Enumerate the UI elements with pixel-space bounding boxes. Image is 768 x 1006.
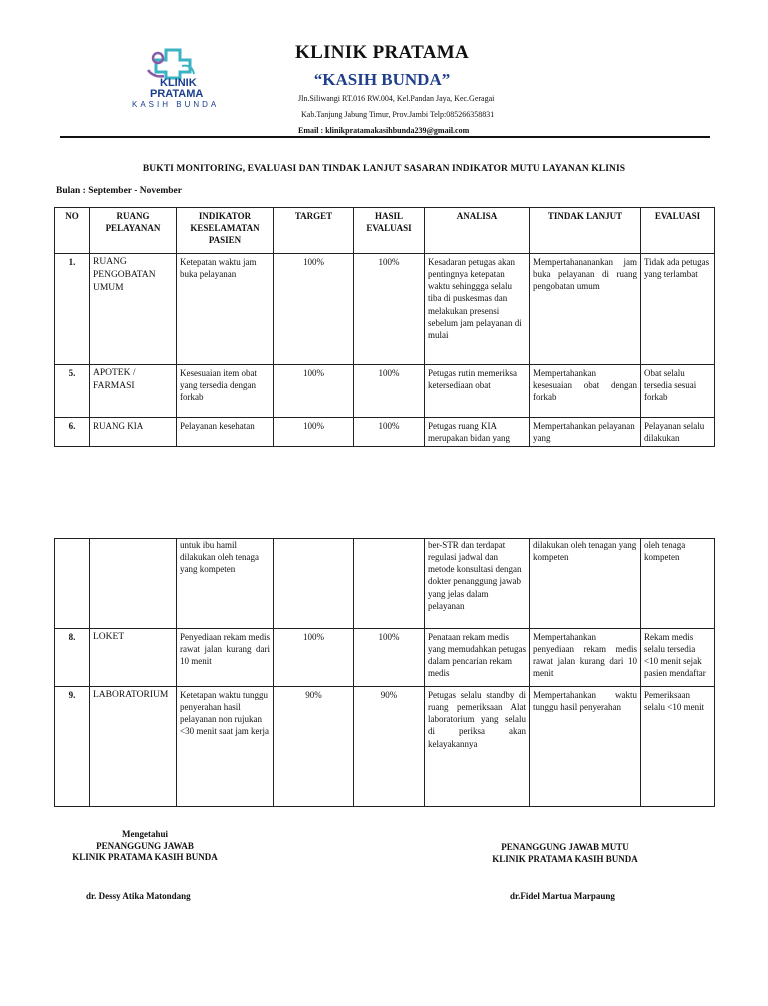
period-label: Bulan : September - November — [56, 186, 182, 196]
signatory-name-right: dr.Fidel Martua Marpaung — [510, 891, 615, 901]
table-row — [55, 687, 715, 807]
clinic-subtitle: “KASIH BUNDA” — [313, 70, 451, 89]
header-result: HASIL EVALUASI — [354, 208, 425, 254]
row-no: 1. — [55, 254, 90, 365]
row-indicator: Ketepatan waktu jam buka pelayanan — [177, 254, 274, 365]
logo-line-2: PRATAMA — [150, 88, 204, 100]
row-evaluation: Rekam medis selalu tersedia <10 menit sejak pasien mendaftar — [641, 629, 715, 687]
logo-line-3: KASIH BUNDA — [132, 100, 220, 109]
row-analysis: Petugas rutin memeriksa ketersediaan obat — [425, 365, 530, 418]
table-row — [55, 539, 715, 629]
row-room: RUANG PENGOBATAN UMUM — [90, 254, 177, 365]
header-analysis: ANALISA — [425, 208, 530, 254]
logo-line-1: KLINIK — [160, 77, 197, 89]
header-room: RUANG PELAYANAN — [90, 208, 177, 254]
signatory-name-left: dr. Dessy Atika Matondang — [86, 891, 191, 901]
row-indicator: Pelayanan kesehatan — [177, 418, 274, 447]
row-followup: dilakukan oleh tenagan yang kompeten — [530, 539, 641, 629]
table-row — [55, 418, 715, 447]
row-no: 9. — [55, 687, 90, 807]
row-evaluation: Pelayanan selalu dilakukan — [641, 418, 715, 447]
logo-lettering — [126, 44, 222, 110]
header-no: NO — [55, 208, 90, 254]
row-room: LOKET — [90, 629, 177, 687]
table-header-row — [55, 208, 715, 254]
row-analysis: Penataan rekam medis yang memudahkan petugas dalam pencarian rekam medis — [425, 629, 530, 687]
row-followup: Mempertahankan pelayanan yang — [530, 418, 641, 447]
row-followup: Mempertahankan penyediaan rekam medis rawat jalan kurang dari 10 menit — [530, 629, 641, 687]
signature-block-right — [480, 842, 650, 865]
table-row — [55, 254, 715, 365]
signature-left-line-3: KLINIK PRATAMA KASIH BUNDA — [72, 852, 218, 863]
header-target: TARGET — [274, 208, 354, 254]
row-result: 100% — [354, 418, 425, 447]
header-indicator: INDIKATOR KESELAMATAN PASIEN — [177, 208, 274, 254]
signature-left-line-1: Mengetahui — [122, 829, 168, 839]
row-target: 100% — [274, 254, 354, 365]
row-indicator: Kesesuaian item obat yang tersedia dengan forkab — [177, 365, 274, 418]
clinic-name: KLINIK PRATAMA — [295, 42, 469, 63]
signature-right-line-2: KLINIK PRATAMA KASIH BUNDA — [492, 853, 638, 864]
row-result — [354, 539, 425, 629]
row-room: RUANG KIA — [90, 418, 177, 447]
address-line-1: Jln.Siliwangi RT.016 RW.004, Kel.Pandan Jaya, Kec.Geragai — [298, 94, 495, 103]
row-result: 100% — [354, 254, 425, 365]
letterhead-divider — [60, 136, 710, 138]
row-no — [55, 539, 90, 629]
row-evaluation: oleh tenaga kompeten — [641, 539, 715, 629]
row-analysis: Petugas selalu standby di ruang pemeriksaan Alat laboratorium yang selalu di periksa akan kelayakannya — [425, 687, 530, 807]
row-target: 90% — [274, 687, 354, 807]
row-evaluation: Obat selalu tersedia sesuai forkab — [641, 365, 715, 418]
row-analysis: ber-STR dan terdapat regulasi jadwal dan metode konsultasi dengan dokter penanggung jawab yang jelas dalam pelayanan — [425, 539, 530, 629]
row-no: 8. — [55, 629, 90, 687]
row-result: 90% — [354, 687, 425, 807]
row-no: 5. — [55, 365, 90, 418]
indicator-table — [54, 207, 715, 447]
row-analysis: Petugas ruang KIA merupakan bidan yang — [425, 418, 530, 447]
row-indicator: Penyediaan rekam medis rawat jalan kurang dari 10 menit — [177, 629, 274, 687]
row-followup: Mempertahankan waktu tunggu hasil penyerahan — [530, 687, 641, 807]
signature-left-line-2: PENANGGUNG JAWAB — [96, 840, 194, 851]
row-target: 100% — [274, 365, 354, 418]
indicator-table-continued — [54, 538, 715, 807]
row-room: LABORATORIUM — [90, 687, 177, 807]
row-room — [90, 539, 177, 629]
table-row — [55, 629, 715, 687]
row-followup: Mempertahankan kesesuaian obat dengan forkab — [530, 365, 641, 418]
row-no: 6. — [55, 418, 90, 447]
row-target — [274, 539, 354, 629]
row-target: 100% — [274, 629, 354, 687]
row-target: 100% — [274, 418, 354, 447]
row-room: APOTEK / FARMASI — [90, 365, 177, 418]
address-line-2: Kab.Tanjung Jabung Timur, Prov.Jambi Telp:085266358831 — [301, 110, 495, 119]
row-indicator: Ketetapan waktu tunggu penyerahan hasil pelayanan non rujukan <30 menit saat jam kerja — [177, 687, 274, 807]
email-line: Email : klinikpratamakasihbunda239@gmail.com — [298, 126, 470, 135]
row-result: 100% — [354, 365, 425, 418]
signature-right-line-1: PENANGGUNG JAWAB MUTU — [501, 842, 629, 852]
header-followup: TINDAK LANJUT — [530, 208, 641, 254]
table-row — [55, 365, 715, 418]
row-indicator: untuk ibu hamil dilakukan oleh tenaga yang kompeten — [177, 539, 274, 629]
row-followup: Mempertahananankan jam buka pelayanan di ruang pengobatan umum — [530, 254, 641, 365]
row-evaluation: Tidak ada petugas yang terlambat — [641, 254, 715, 365]
row-evaluation: Pemeriksaan selalu <10 menit — [641, 687, 715, 807]
signature-block-left — [60, 829, 230, 864]
clinic-logo — [126, 44, 222, 110]
row-analysis: Kesadaran petugas akan pentingnya ketepatan waktu sehinggga selalu tiba di puskesmas dan melakukan presensi sebelum jam pelayanan di mulai — [425, 254, 530, 365]
header-evaluation: EVALUASI — [641, 208, 715, 254]
document-title: BUKTI MONITORING, EVALUASI DAN TINDAK LANJUT SASARAN INDIKATOR MUTU LAYANAN KLINIS — [142, 164, 626, 174]
row-result: 100% — [354, 629, 425, 687]
